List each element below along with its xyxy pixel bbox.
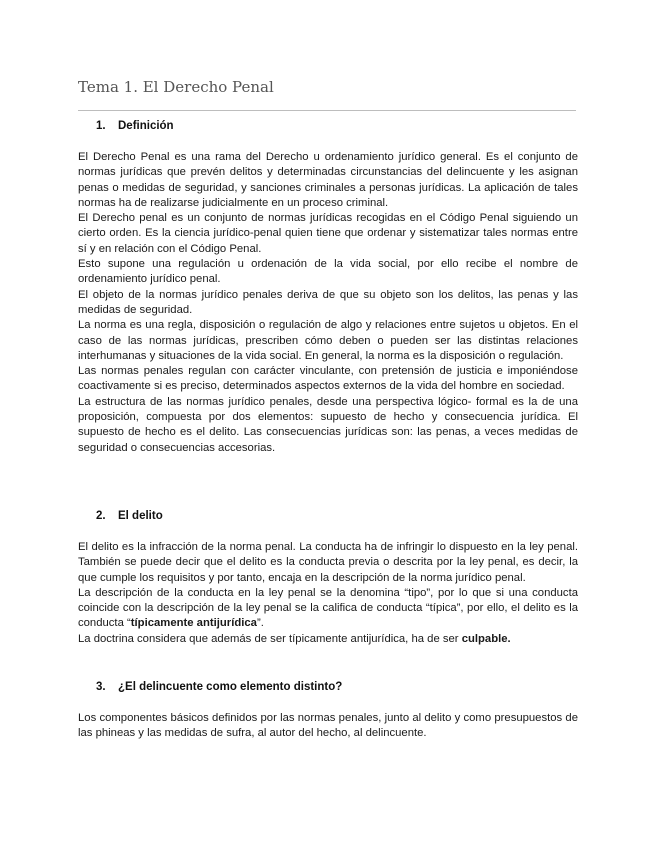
section-title: ¿El delincuente como elemento distinto? xyxy=(118,681,343,693)
paragraph-culpable xyxy=(78,632,578,647)
paragraph: El Derecho Penal es una rama del Derecho u ordenamiento jurídico general. Es el conjunto de normas jurídicas que prevén delitos y determinadas circunstancias del delincuente y les asignan penas o medidas de seguridad, y sanciones criminales a personas jurídicas. La aplicación de tales normas ha de realizarse judicialmente en un proceso criminal. xyxy=(78,151,578,209)
paragraph: El Derecho penal es un conjunto de normas jurídicas recogidas en el Código Penal siguiendo un cierto orden. Es la ciencia jurídico-penal quien tiene que ordenar y sistematizar tales normas entre sí y en relación con el Código Penal. xyxy=(78,212,578,255)
paragraph: La estructura de las normas jurídico penales, desde una perspectiva lógico- formal es la de una proposición, compuesta por dos elementos: supuesto de hecho y consecuencia jurídica. El supuesto de hecho es el delito. Las consecuencias jurídicas son: las penas, a veces medidas de seguridad o consecuencias accesorias. xyxy=(78,395,578,454)
text-run: La doctrina considera que además de ser típicamente antijurídica, ha de ser xyxy=(78,632,462,645)
bold-term: culpable. xyxy=(461,632,511,645)
paragraph: La norma es una regla, disposición o regulación de algo y relaciones entre sujetos u objetos. En el caso de las normas jurídicas, prescriben cómo deben o pueden ser las distintas relaciones interhumanas y situaciones de la vida social. En general, la norma es la disposición o regulación. xyxy=(78,319,578,362)
section-number: 2. xyxy=(96,510,106,522)
section-heading-delincuente xyxy=(96,681,342,693)
text-run: La descripción de la conducta en la ley penal se la denomina “tipo”, por lo que si una conducta coincide con la descripción de la ley penal se la califica de conducta “típica”, por ello, el delito es la conducta “ xyxy=(78,586,578,630)
bold-term: típicamente antijurídica xyxy=(130,617,257,630)
section-title: Definición xyxy=(118,120,174,132)
paragraph: El delito es la infracción de la norma penal. La conducta ha de infringir lo dispuesto en la ley penal. También se puede decir que el delito es la conducta previa o descrita por la ley penal, es decir, la que cumple los requisitos y por tanto, encaja en la descripción de la norma jurídico penal. xyxy=(78,541,578,584)
section-heading-definicion xyxy=(96,120,174,132)
section-body-definicion xyxy=(78,150,578,456)
text-run: ”. xyxy=(256,617,264,630)
paragraph: Los componentes básicos definidos por las normas penales, junto al delito y como presupuestos de las phineas y las medidas de sufra, al autor del hecho, al delincuente. xyxy=(78,712,578,740)
title-divider xyxy=(78,110,576,111)
section-title: El delito xyxy=(118,510,163,522)
section-body-el-delito xyxy=(78,540,578,647)
paragraph: Esto supone una regulación u ordenación de la vida social, por ello recibe el nombre de ordenamiento jurídico penal. xyxy=(78,258,578,286)
paragraph: Las normas penales regulan con carácter vinculante, con pretensión de justicia e imponiéndose coactivamente si es preciso, determinados aspectos externos de la vida del hombre en sociedad. xyxy=(78,365,578,393)
section-heading-el-delito xyxy=(96,510,163,522)
section-body-delincuente xyxy=(78,711,578,742)
section-number: 1. xyxy=(96,120,106,132)
paragraph: El objeto de la normas jurídico penales deriva de que su objeto son los delitos, las penas y las medidas de seguridad. xyxy=(78,288,578,316)
section-number: 3. xyxy=(96,681,106,693)
paragraph-tipo xyxy=(78,586,578,632)
document-title: Tema 1. El Derecho Penal xyxy=(78,78,274,96)
